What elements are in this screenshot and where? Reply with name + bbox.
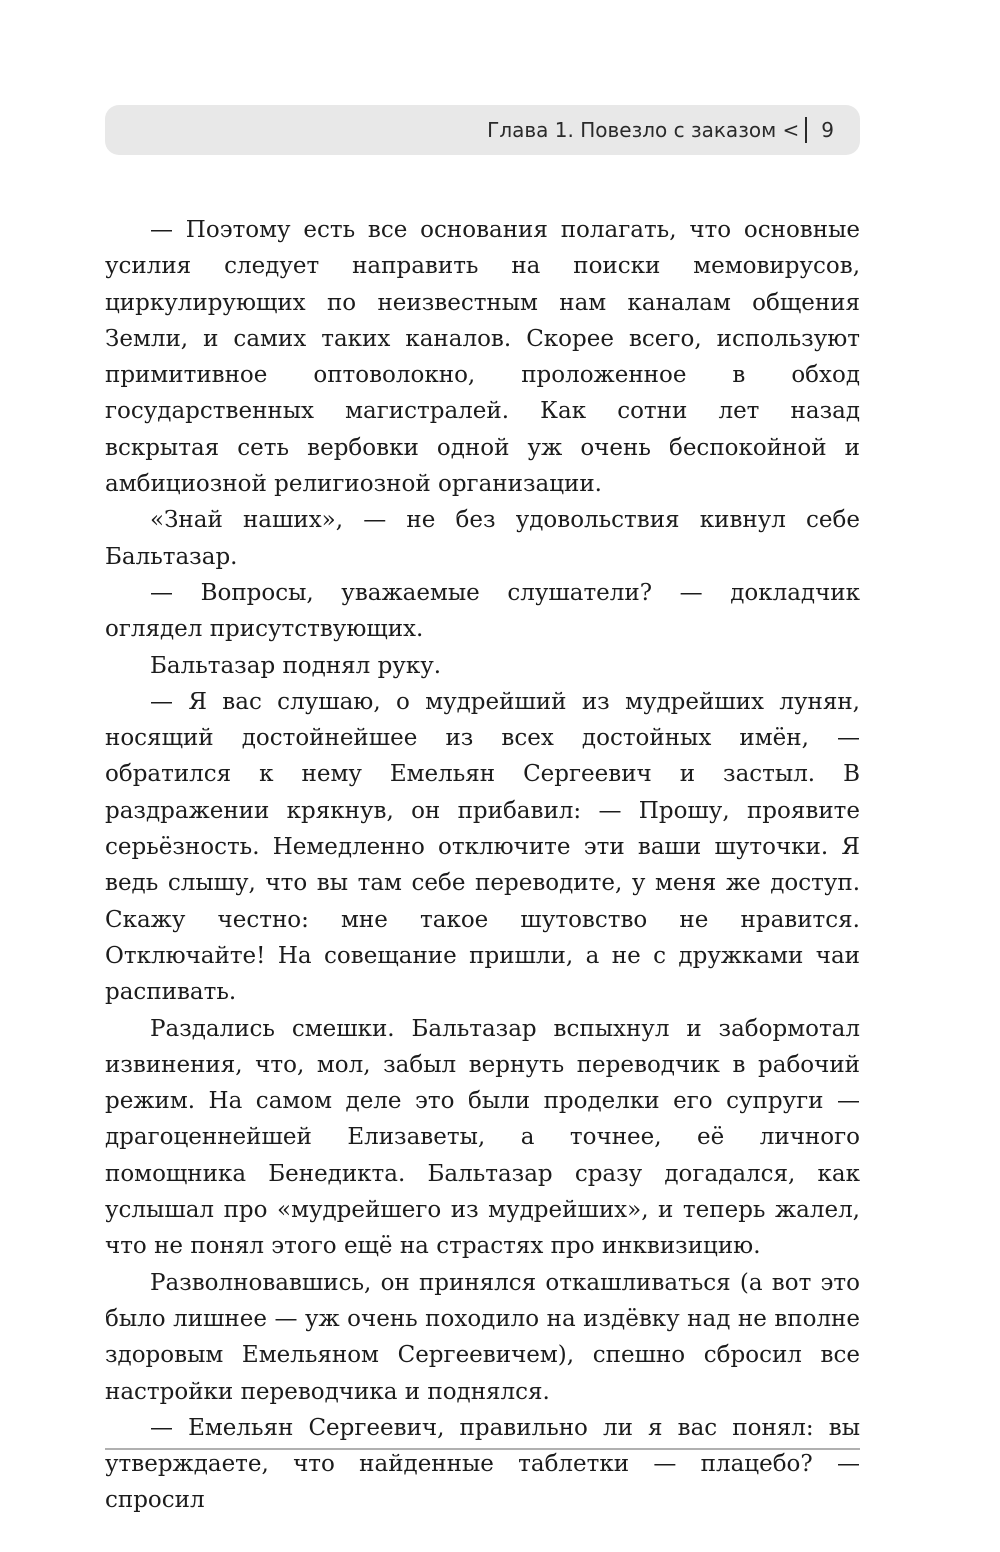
header-divider — [805, 117, 807, 143]
page-number: 9 — [821, 118, 834, 142]
paragraph: Раздались смешки. Бальтазар вспыхнул и забормотал извинения, что, мол, забыл вернуть переводчик в рабочий режим. На самом деле это были проделки его супруги — драгоценнейшей Елизаветы, а точнее, её личного помощника Бенедикта. Бальтазар сразу догадался, как услышал про «мудрейшего из мудрейших», и теперь жалел, что не понял этого ещё на страстях про инквизицию. — [105, 1015, 860, 1260]
paragraph: «Знай наших», — не без удовольствия кивнул себе Бальтазар. — [105, 507, 860, 570]
paragraph: — Емельян Сергеевич, правильно ли я вас понял: вы утверждаете, что найденные таблетки — плацебо? — спросил — [105, 1414, 860, 1514]
paragraph: — Я вас слушаю, о мудрейший из мудрейших лунян, носящий достойнейшее из всех достойных имён, — обратился к нему Емельян Сергеевич и застыл. В раздражении крякнув, он прибавил: — Прошу, проявите серьёзность. Немедленно отключите эти ваши шуточки. Я ведь слышу, что вы там себе переводите, у меня же доступ. Скажу честно: мне такое шутовство не нравится. Отключайте! На совещание пришли, а не с дружками чаи распивать. — [105, 688, 860, 1006]
paragraph: — Поэтому есть все основания полагать, что основные усилия следует направить на поиски мемовирусов, циркулирующих по неизвестным нам каналам общения Земли, и самих таких каналов. Скорее всего, используют примитивное оптоволокно, проложенное в обход государственных магистралей. Как сотни лет назад вскрытая сеть вербовки одной уж очень беспокойной и амбициозной религиозной организации. — [105, 217, 860, 498]
paragraph: Бальтазар поднял руку. — [150, 652, 442, 679]
paragraph: Разволновавшись, он принялся откашливаться (а вот это было лишнее — уж очень походило на издёвку над не вполне здоровым Емельяном Сергеевичем), спешно сбросил все настройки переводчика и поднялся. — [105, 1269, 860, 1405]
page-body — [105, 212, 860, 1519]
chapter-title: Глава 1. Повезло с заказом < — [487, 118, 800, 142]
paragraph: — Вопросы, уважаемые слушатели? — докладчик оглядел присутствующих. — [105, 579, 860, 643]
footer-rule — [105, 1448, 860, 1450]
running-header — [105, 105, 860, 155]
